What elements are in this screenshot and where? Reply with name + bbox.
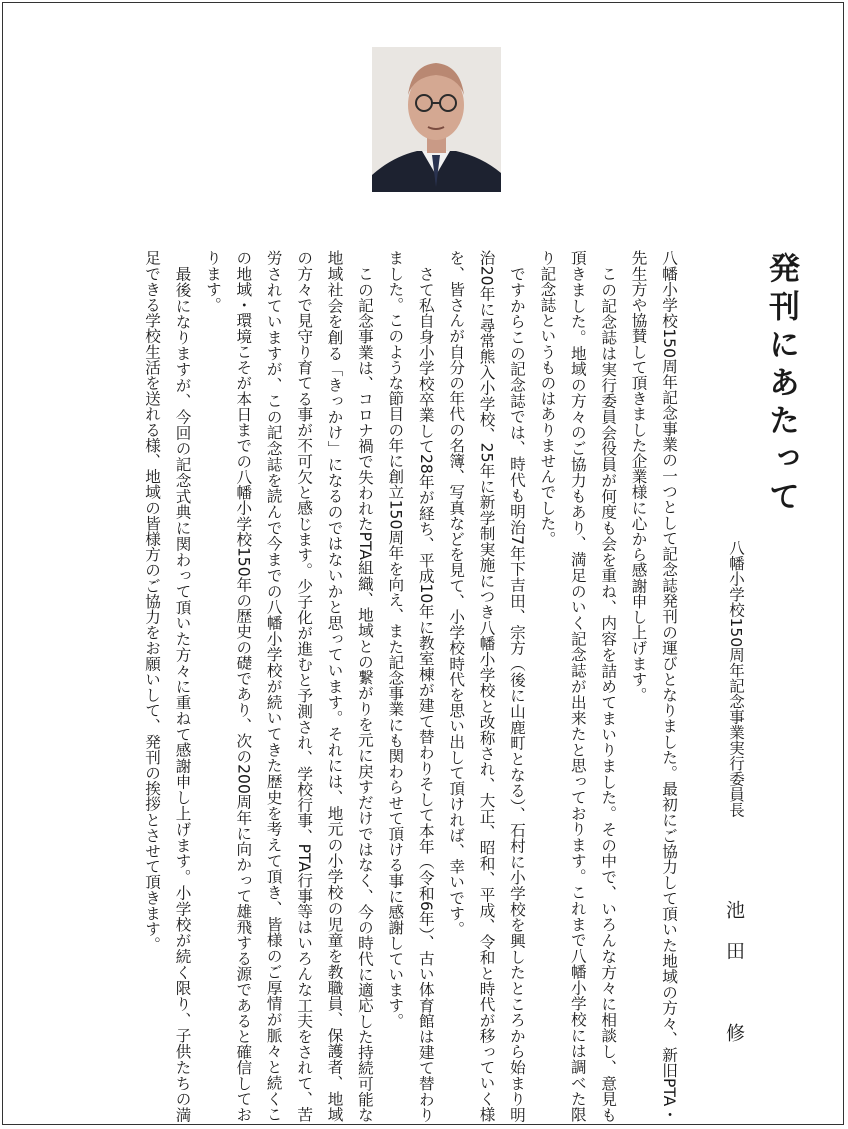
page-title: 発刊にあたって — [763, 252, 799, 518]
paragraph-3: ですからこの記念誌では、時代も明治7年下吉田、宗方（後に山鹿町となる）、石村に小学校を興したところから始まり明治20年に尋常熊入小学校、25年に新学制実施につき八幡小学校と改称され、大正、昭和、平成、令和と時代が移っていく様を、皆さんが自分の年代の名簿、写真などを見て、小学校時代を思い出して頂ければ、幸いです。 — [447, 250, 526, 1122]
paragraph-5: この記念事業は、コロナ禍で失われたPTA組織、地域との繋がりを元に戻すだけではなく、今の時代に適応した持続可能な地域社会を創る「きっかけ」になるのではないかと思っています。それには、地元の小学校の児童を教職員、保護者、地域の方々で見守り育てる事が不可欠と感じます。少子化が進むと予測され、学校行事、PTA行事等はいろんな工夫をされて、苦労されていますが、この記念誌を読んで今までの八幡小学校が続いてきた歴史を考えて頂き、皆様のご厚情が脈々と続くこの地域・環境こそが本日までの八幡小学校150年の歴史の礎であり、次の200周年に向かって雄飛する源であると確信しております。 — [203, 250, 374, 1122]
paragraph-2: この記念誌は実行委員会役員が何度も会を重ね、内容を詰めてまいりました。その中で、いろんな方々に相談し、意見も頂きました。地域の方々のご協力もあり、満足のいく記念誌が出来たと思っております。これまで八幡小学校には調べた限り記念誌というものはありませんでした。 — [538, 250, 618, 1122]
portrait-illustration — [372, 47, 501, 192]
paragraph-1: 八幡小学校150周年記念事業の一つとして記念誌発刊の運びとなりました。最初にご協力して頂いた地域の方々、新旧PTA・先生方や協賛して頂きました企業様に心から感謝申し上げます。 — [629, 250, 678, 1122]
paragraph-6: 最後になりますが、今回の記念式典に関わって頂いた方々に重ねて感謝申し上げます。小学校が続く限り、子供たちの満足できる学校生活を送れる様、地域の皆様方のご協力をお願いして、発刊の挨拶とさせて頂きます。 — [143, 250, 192, 1122]
signature-organization: 八幡小学校150周年記念事業実行委員長 — [727, 540, 745, 818]
paragraph-4: さて私自身小学校卒業して28年が経ち、平成10年に教室棟が建て替わりそして本年（令和6年）、古い体育館は建て替わりました。このような節目の年に創立150周年を向え、また記念事業にも関わらせて頂ける事に感謝しています。 — [386, 250, 435, 1122]
signature-name: 池田 修 — [723, 900, 745, 1064]
body-text — [44, 250, 684, 1122]
portrait-photo — [372, 47, 501, 192]
